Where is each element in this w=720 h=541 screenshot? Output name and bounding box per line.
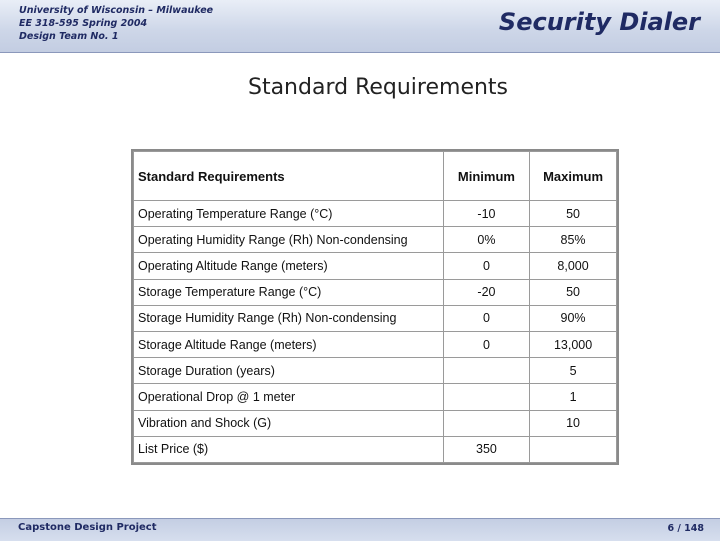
table-row [134, 331, 617, 357]
maximum-cell: 90% [530, 305, 617, 331]
minimum-cell: 350 [443, 436, 529, 462]
requirements-table [131, 149, 619, 465]
university-name: University of Wisconsin – Milwaukee [19, 5, 214, 16]
minimum-cell: 0 [443, 331, 529, 357]
minimum-cell: -10 [443, 201, 529, 227]
footer-band [0, 518, 720, 541]
requirement-cell: Operating Humidity Range (Rh) Non-condensing [134, 227, 444, 253]
table-row [134, 305, 617, 331]
maximum-cell: 8,000 [530, 253, 617, 279]
minimum-cell: 0% [443, 227, 529, 253]
course-name: EE 318-595 Spring 2004 [19, 18, 148, 29]
maximum-cell: 50 [530, 279, 617, 305]
table-row [134, 436, 617, 462]
table-row [134, 201, 617, 227]
team-name: Design Team No. 1 [19, 31, 119, 42]
table-row [134, 253, 617, 279]
header-info [19, 4, 213, 43]
minimum-cell: -20 [443, 279, 529, 305]
minimum-cell [443, 358, 529, 384]
requirement-cell: Storage Duration (years) [134, 358, 444, 384]
table-body [134, 201, 617, 463]
table-row [134, 410, 617, 436]
presentation-title: Security Dialer [498, 8, 700, 36]
header-band [0, 0, 720, 53]
requirement-cell: Storage Altitude Range (meters) [134, 331, 444, 357]
table-row [134, 279, 617, 305]
requirement-cell: Vibration and Shock (G) [134, 410, 444, 436]
minimum-cell: 0 [443, 253, 529, 279]
maximum-cell: 85% [530, 227, 617, 253]
requirements-grid [133, 151, 617, 463]
header-requirement: Standard Requirements [134, 152, 444, 201]
header-maximum: Maximum [530, 152, 617, 201]
table-row [134, 227, 617, 253]
minimum-cell: 0 [443, 305, 529, 331]
table-row [134, 384, 617, 410]
header-minimum: Minimum [443, 152, 529, 201]
minimum-cell [443, 384, 529, 410]
requirement-cell: List Price ($) [134, 436, 444, 462]
table-header-row [134, 152, 617, 201]
requirement-cell: Storage Temperature Range (°C) [134, 279, 444, 305]
requirement-cell: Operational Drop @ 1 meter [134, 384, 444, 410]
requirement-cell: Operating Altitude Range (meters) [134, 253, 444, 279]
requirement-cell: Storage Humidity Range (Rh) Non-condensing [134, 305, 444, 331]
maximum-cell: 50 [530, 201, 617, 227]
maximum-cell: 5 [530, 358, 617, 384]
maximum-cell: 10 [530, 410, 617, 436]
page-number: 6 / 148 [667, 523, 704, 534]
slide-heading: Standard Requirements [247, 75, 509, 100]
footer-project: Capstone Design Project [18, 522, 157, 533]
maximum-cell [530, 436, 617, 462]
table-row [134, 358, 617, 384]
requirement-cell: Operating Temperature Range (°C) [134, 201, 444, 227]
maximum-cell: 1 [530, 384, 617, 410]
maximum-cell: 13,000 [530, 331, 617, 357]
minimum-cell [443, 410, 529, 436]
